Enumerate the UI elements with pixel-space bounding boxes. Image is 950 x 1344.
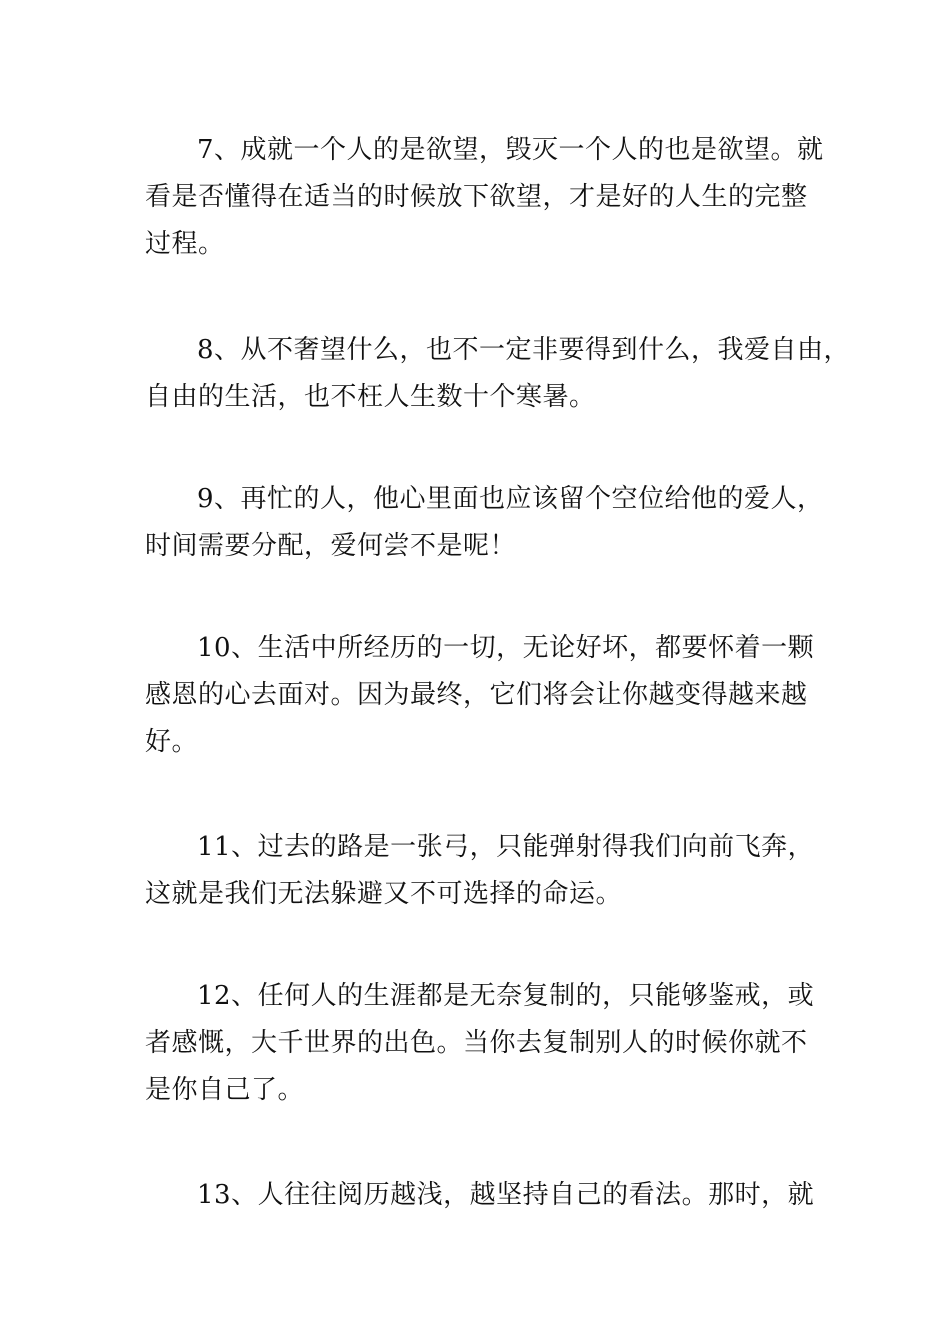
paragraph-9 [145, 476, 824, 570]
paragraph-line: 时间需要分配，爱何尝不是呢！ [145, 531, 517, 561]
paragraph-line: 12、任何人的生涯都是无奈复制的，只能够鉴戒，或 [197, 981, 815, 1011]
paragraph-line: 7、成就一个人的是欲望，毁灭一个人的也是欲望。就 [197, 135, 824, 165]
paragraph-line: 自由的生活，也不枉人生数十个寒暑。 [145, 382, 596, 412]
paragraph-8 [145, 327, 851, 421]
paragraph-7 [145, 127, 824, 268]
paragraph-line: 11、过去的路是一张弓，只能弹射得我们向前飞奔， [197, 832, 815, 862]
paragraph-line: 这就是我们无法躲避又不可选择的命运。 [145, 879, 623, 909]
paragraph-line: 9、再忙的人，他心里面也应该留个空位给他的爱人， [197, 484, 824, 514]
paragraph-line: 10、生活中所经历的一切，无论好坏，都要怀着一颗 [197, 633, 815, 663]
paragraph-line: 者感慨，大千世界的出色。当你去复制别人的时候你就不 [145, 1028, 808, 1058]
paragraph-line: 感恩的心去面对。因为最终，它们将会让你越变得越来越 [145, 680, 808, 710]
paragraph-12 [145, 973, 815, 1114]
paragraph-line: 8、从不奢望什么，也不一定非要得到什么，我爱自由， [197, 335, 851, 365]
paragraph-line: 过程。 [145, 229, 225, 259]
paragraph-11 [145, 824, 815, 918]
paragraph-line: 看是否懂得在适当的时候放下欲望，才是好的人生的完整 [145, 182, 808, 212]
paragraph-13 [145, 1172, 815, 1219]
paragraph-line: 好。 [145, 727, 199, 757]
paragraph-line: 是你自己了。 [145, 1075, 305, 1105]
paragraph-line: 13、人往往阅历越浅，越坚持自己的看法。那时，就 [197, 1180, 815, 1210]
paragraph-10 [145, 625, 815, 766]
